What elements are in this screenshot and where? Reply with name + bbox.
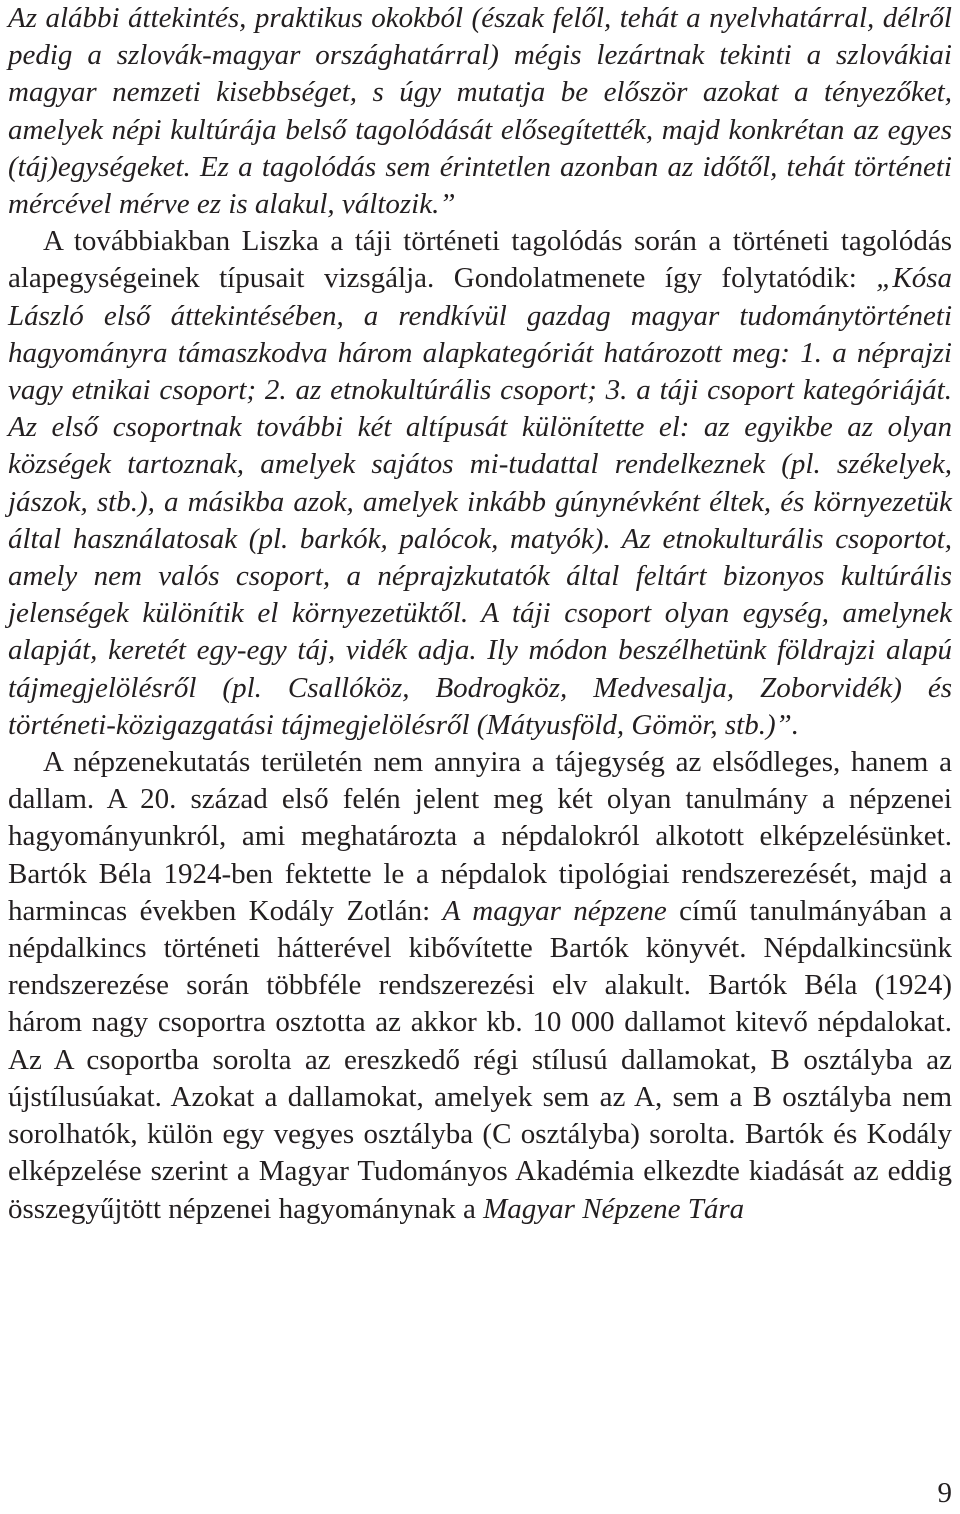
book-title-magyar-nepzene: A magyar népzene xyxy=(442,894,667,927)
paragraph-folk-music xyxy=(8,744,952,1228)
paragraph-text-part2: című tanulmányában a népdalkincs történeti hátterével kibővítette Bartók könyvét. Népdalkincsünk rendszerezése során többféle rendszerezési elv alakult. Bartók Béla (1924) három nagy csoportra osztotta az akkor kb. 10 000 dallamot kitevő népdalokat. Az A csoportba sorolta az ereszkedő régi stílusú dallamokat, B osztályba az újstílusúakat. Azokat a dallamokat, amelyek sem az A, sem a B osztályba nem sorolhatók, külön egy vegyes osztályba (C osztályba) sorolta. Bartók és Kodály elképzelése szerint a Magyar Tudományos Akadémia elkezdte kiadását az eddig összegyűjtött népzenei hagyománynak a xyxy=(8,894,953,1225)
paragraph-liszka xyxy=(8,223,952,744)
paragraph-intro: A továbbiakban Liszka a táji történeti tagolódás során a történeti tagolódás alapegységeinek típusait vizsgálja. Gondolatmenete így folytatódik: xyxy=(8,225,952,295)
paragraph-quote-continuation xyxy=(8,0,952,223)
quote-text: Az alábbi áttekintés, praktikus okokból (észak felől, tehát a nyelvhatárral, délről pedig a szlovák-magyar országhatárral) mégis lezártnak tekinti a szlovákiai magyar nemzeti kisebbséget, s úgy mutatja be először azokat a tényezőket, amelyek népi kultúrája belső tagolódását elősegítették, majd konkrétan az egyes (táj)egységeket. Ez a tagolódás sem érintetlen azonban az időtől, tehát történeti mércével mérve ez is alakul, változik.” xyxy=(8,2,952,221)
book-title-magyar-nepzene-tara: Magyar Népzene Tára xyxy=(483,1192,745,1225)
paragraph-text-part1: A népzenekutatás területén nem annyira a tájegység az elsődleges, hanem a dallam. A 20. század első felén jelent meg két olyan tanulmány a népzenei hagyományunkról, ami meghatározta a népdalokról alkotott elképzelésünket. Bartók Béla 1924-ben fektette le a népdalok tipológiai rendszerezését, majd a harmincas években Kodály Zotlán: xyxy=(8,746,952,927)
page-number: 9 xyxy=(937,1477,952,1509)
body-text xyxy=(8,0,952,1228)
kosa-quote: „Kósa László első áttekintésében, a rendkívül gazdag magyar tudománytörténeti hagyományra támaszkodva három alapkategóriát határozott meg: 1. a néprajzi vagy etnikai csoport; 2. az etnokultúrális csoport; 3. a táji csoport kategóriáját. Az első csoportnak további két altípusát különítette el: az egyikbe az olyan községek tartoznak, amelyek sajátos mi-tudattal rendelkeznek (pl. székelyek, jászok, stb.), a másikba azok, amelyek inkább gúnynévként éltek, és környezetük által használatosak (pl. barkók, palócok, matyók). Az etnokulturális csoportot, amely nem valós csoport, a néprajzkutatók által feltárt bizonyos kultúrális jelenségek különítik el környezetüktől. A táji csoport olyan egység, amelynek alapját, keretét egy-egy táj, vidék adja. Ily módon beszélhetünk földrajzi alapú tájmegjelölésről (pl. Csallóköz, Bodrogköz, Medvesalja, Zoborvidék) és történeti-közigazgatási tájmegjelölésről (Mátyusföld, Gömör, stb.)”. xyxy=(8,262,952,741)
